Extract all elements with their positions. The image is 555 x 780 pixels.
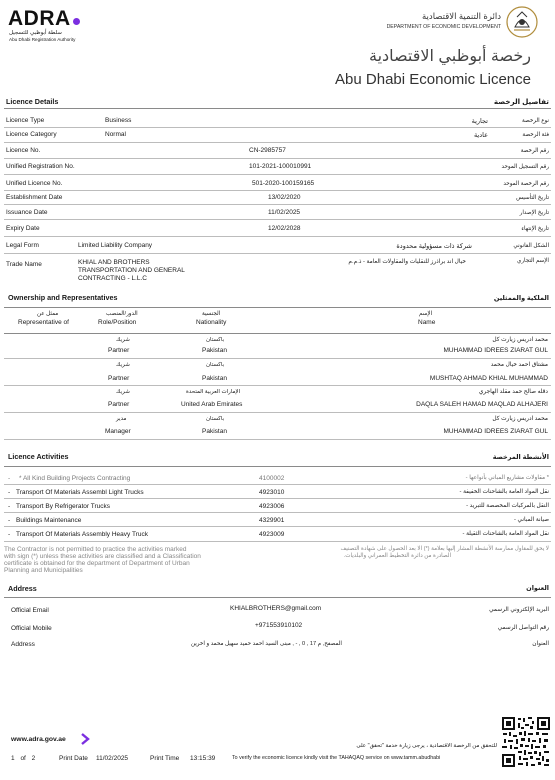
activity-name: * All Kind Building Projects Contracting (19, 475, 131, 482)
owner-name-arabic: محمد ادريس زيارت كل (492, 416, 548, 422)
divider (4, 253, 551, 254)
trade-name-line: CONTRACTING - L.L.C (78, 275, 147, 282)
trade-name-label-arabic: الإسم التجاري (516, 258, 549, 264)
divider (4, 358, 551, 359)
page-indicator (11, 755, 35, 762)
divider (4, 439, 551, 440)
divider (4, 412, 551, 413)
activities-title: Licence Activities (8, 452, 69, 461)
owner-name-arabic: محمد ادريس زيارت كل (492, 337, 548, 343)
activity-dash: - (8, 475, 11, 482)
trade-name-label: Trade Name (6, 261, 42, 268)
activity-code: 4329901 (259, 517, 285, 524)
detail-value: 101-2021-100010991 (249, 163, 312, 170)
trade-name-line: KHIAL AND BROTHERS (78, 259, 150, 266)
divider (4, 236, 551, 237)
detail-label: Unified Licence No. (6, 180, 63, 187)
activity-name-arabic: * مقاولات مشاريع المباني بأنواعها - (465, 475, 549, 481)
ownership-title-arabic: الملكية والممثلين (493, 295, 549, 302)
divider (4, 190, 551, 191)
divider (4, 142, 551, 143)
note-line: with sign (*) unless these activities are classified and a Classification (4, 553, 201, 560)
adra-brand-english: Abu Dhabi Registration Authority (9, 37, 76, 42)
divider (4, 498, 551, 499)
detail-label-arabic: تاريخ التأسيس (516, 195, 549, 201)
divider (4, 219, 551, 220)
detail-label-arabic: رقم التسجيل الموحد (501, 164, 549, 170)
details-title: Licence Details (6, 97, 59, 106)
activity-name-arabic: نقل المواد العامة بالشاحنات الخفيفة - (459, 489, 549, 495)
detail-label-arabic: فئة الرخصة (522, 132, 549, 138)
detail-value: 501-2020-100159165 (252, 180, 315, 187)
print-time-label: Print Time (150, 755, 180, 762)
detail-label-arabic: رقم الرخصة (520, 148, 549, 154)
role-arabic: شريك (116, 337, 130, 343)
owner-name-arabic: مشتاق احمد خيال محمد (490, 362, 548, 368)
activities-title-arabic: الأنشطة المرخصة (492, 454, 549, 461)
divider (4, 108, 551, 109)
page-current: 1 (11, 755, 15, 762)
nationality-arabic: باكستان (206, 337, 225, 343)
role: Partner (108, 347, 130, 354)
detail-label-arabic: تاريخ الإنتهاء (521, 226, 549, 232)
nationality-arabic: باكستان (206, 416, 225, 422)
detail-label: Establishment Date (6, 194, 63, 201)
address-value-arabic: المصفح, م 17 , 0 , - , مبنى السيد احمد حميد سهيل محمد و اخرين (190, 641, 342, 647)
activity-dash: - (8, 531, 11, 538)
detail-value: 11/02/2025 (268, 209, 301, 216)
address-title: Address (8, 584, 37, 593)
nationality: Pakistan (202, 347, 227, 354)
adra-brand: ADRA (8, 7, 71, 30)
activity-code: 4923006 (259, 503, 285, 510)
activity-dash: - (8, 517, 11, 524)
detail-label: Licence Type (6, 117, 45, 124)
col-role-arabic: الدور/المنصب (106, 311, 138, 317)
role: Manager (105, 428, 131, 435)
detail-value-arabic: تجارية (471, 118, 488, 125)
nationality-arabic: الإمارات العربية المتحدة (186, 389, 241, 395)
activity-name-arabic: صيانة المباني - (514, 517, 549, 523)
activity-name-arabic: نقل المواد العامة بالشاحنات الثقيلة - (462, 531, 549, 537)
divider (4, 127, 551, 128)
trade-name-value-arabic: خيال اند براذرز للنقليات والمقاولات العامة - ذ.م.م (348, 259, 466, 265)
activity-name: Transport Of Materials Assembl Light Trucks (16, 489, 144, 496)
legal-form-label-arabic: الشكل القانوني (513, 243, 549, 249)
divider (4, 174, 551, 175)
address-label: Official Email (11, 607, 49, 614)
address-label-arabic: البريد الإلكتروني الرسمي (489, 607, 549, 613)
activity-code: 4923009 (259, 531, 285, 538)
adra-chevron-icon (79, 733, 91, 747)
address-label: Address (11, 641, 35, 648)
detail-value: Business (105, 117, 132, 124)
note-line: certificate is obtained for the department of Department of Urban (4, 560, 190, 567)
divider (4, 597, 551, 598)
detail-label: Expiry Date (6, 225, 40, 232)
activity-code: 4923010 (259, 489, 285, 496)
page-of: of (20, 755, 26, 762)
owner-name: MUHAMMAD IDREES ZIARAT GUL (443, 428, 548, 435)
detail-value: 12/02/2028 (268, 225, 301, 232)
owner-name: DAQLA SALEH HAMAD MAQLAD ALHAJERI (416, 401, 548, 408)
address-label: Official Mobile (11, 625, 52, 632)
owner-name: MUHAMMAD IDREES ZIARAT GUL (443, 347, 548, 354)
detail-label-arabic: رقم الرخصة الموحد (503, 181, 549, 187)
divider (4, 385, 551, 386)
owner-name: MUSHTAQ AHMAD KHIAL MUHAMMAD (429, 375, 548, 382)
divider (4, 541, 551, 542)
adra-logo (8, 7, 80, 31)
page-total: 2 (31, 755, 36, 762)
licence-title-arabic: رخصة أبوظبي الاقتصادية (369, 48, 531, 65)
col-name: Name (418, 319, 436, 326)
role-arabic: شريك (116, 389, 130, 395)
divider (4, 333, 551, 334)
detail-value: 13/02/2020 (268, 194, 301, 201)
col-role: Role/Position (98, 319, 137, 326)
site-link[interactable]: www.adra.gov.ae (11, 736, 66, 743)
col-nat-arabic: الجنسية (202, 311, 221, 317)
nationality-arabic: باكستان (206, 362, 225, 368)
legal-form-value-arabic: شركة ذات مسؤولية محدودة (396, 243, 472, 250)
verify-text-arabic: للتحقق من الرخصة الاقتصادية ، يرجى زيارة خدمة "تحقق" على (356, 743, 497, 749)
role-arabic: مدير (116, 416, 127, 422)
address-label-arabic: رقم التواصل الرسمي (497, 625, 549, 631)
activity-dash: - (8, 503, 11, 510)
nationality: United Arab Emirates (181, 401, 243, 408)
ded-name-arabic: دائرة التنمية الاقتصادية (421, 11, 501, 21)
activity-name-arabic: النقل بالمركبات المخصصة للتبريد - (466, 503, 549, 509)
legal-form-label: Legal Form (6, 242, 39, 249)
address-title-arabic: العنوان (526, 585, 549, 592)
divider (4, 512, 551, 513)
address-label-arabic: العنوان (532, 641, 549, 647)
owner-name-arabic: دقله صالح حمد مقلد الهاجري (478, 389, 548, 395)
note-line: Planning and Municipalities (4, 567, 83, 574)
divider (4, 204, 551, 205)
activity-code: 4100002 (259, 475, 285, 482)
divider (4, 526, 551, 527)
detail-label-arabic: تاريخ الإصدار (519, 210, 549, 216)
note-line-arabic: لا يحق للمقاول ممارسة الأنشطة المشار إليها بعلامة (*) الا بعد الحصول على شهادة التصنيف (340, 546, 549, 552)
col-name-arabic: الإسم (419, 311, 433, 317)
email-value[interactable]: KHIALBROTHERS@gmail.com (230, 605, 322, 612)
divider (4, 466, 551, 467)
divider (4, 484, 551, 485)
verify-text: To verify the economic licence kindly visit the TAHAQAQ service on www.tamm.abudhabi (232, 755, 441, 761)
role-arabic: شريك (116, 362, 130, 368)
ded-name-english: DEPARTMENT OF ECONOMIC DEVELOPMENT (386, 24, 501, 30)
note-line-arabic: الصادرة من دائرة التخطيط العمراني والبلديات. (343, 553, 451, 559)
detail-value-arabic: عادية (473, 132, 488, 139)
detail-label: Issuance Date (6, 209, 48, 216)
col-rep: Representative of (18, 319, 69, 326)
licence-title-english: Abu Dhabi Economic Licence (335, 71, 531, 88)
detail-label: Licence Category (6, 131, 57, 138)
nationality: Pakistan (202, 428, 227, 435)
print-date: 11/02/2025 (96, 755, 129, 762)
note-line: The Contractor is not permitted to practice the activities marked (4, 546, 187, 553)
detail-value: Normal (105, 131, 126, 138)
legal-form-value: Limited Liability Company (78, 242, 153, 249)
print-time: 13:15:39 (190, 755, 216, 762)
details-title-arabic: تفاصيل الرخصة (493, 97, 549, 106)
col-nat: Nationality (196, 319, 227, 326)
divider (4, 307, 551, 308)
role: Partner (108, 375, 130, 382)
trade-name-line: TRANSPORTATION AND GENERAL (78, 267, 185, 274)
detail-value: CN-2985757 (249, 147, 286, 154)
divider (4, 158, 551, 159)
activity-name: Transport Of Materials Assembly Heavy Truck (16, 531, 148, 538)
detail-label: Unified Registration No. (6, 163, 75, 170)
ded-emblem-icon (505, 5, 539, 39)
role: Partner (108, 401, 130, 408)
mobile-value[interactable]: +971553910102 (255, 622, 303, 629)
activity-dash: - (8, 489, 11, 496)
col-rep-arabic: ممثل عن (37, 311, 59, 317)
activity-name: Buildings Maintenance (16, 517, 82, 524)
brand-dot (73, 18, 80, 25)
qr-code-icon[interactable] (501, 716, 551, 768)
ownership-title: Ownership and Representatives (8, 293, 118, 302)
detail-label-arabic: نوع الرخصة (522, 118, 549, 124)
activity-name: Transport By Refrigerator Trucks (16, 503, 111, 510)
nationality: Pakistan (202, 375, 227, 382)
detail-label: Licence No. (6, 147, 41, 154)
print-date-label: Print Date (59, 755, 88, 762)
adra-brand-arabic: سلطة أبوظبي للتسجيل (9, 30, 62, 36)
